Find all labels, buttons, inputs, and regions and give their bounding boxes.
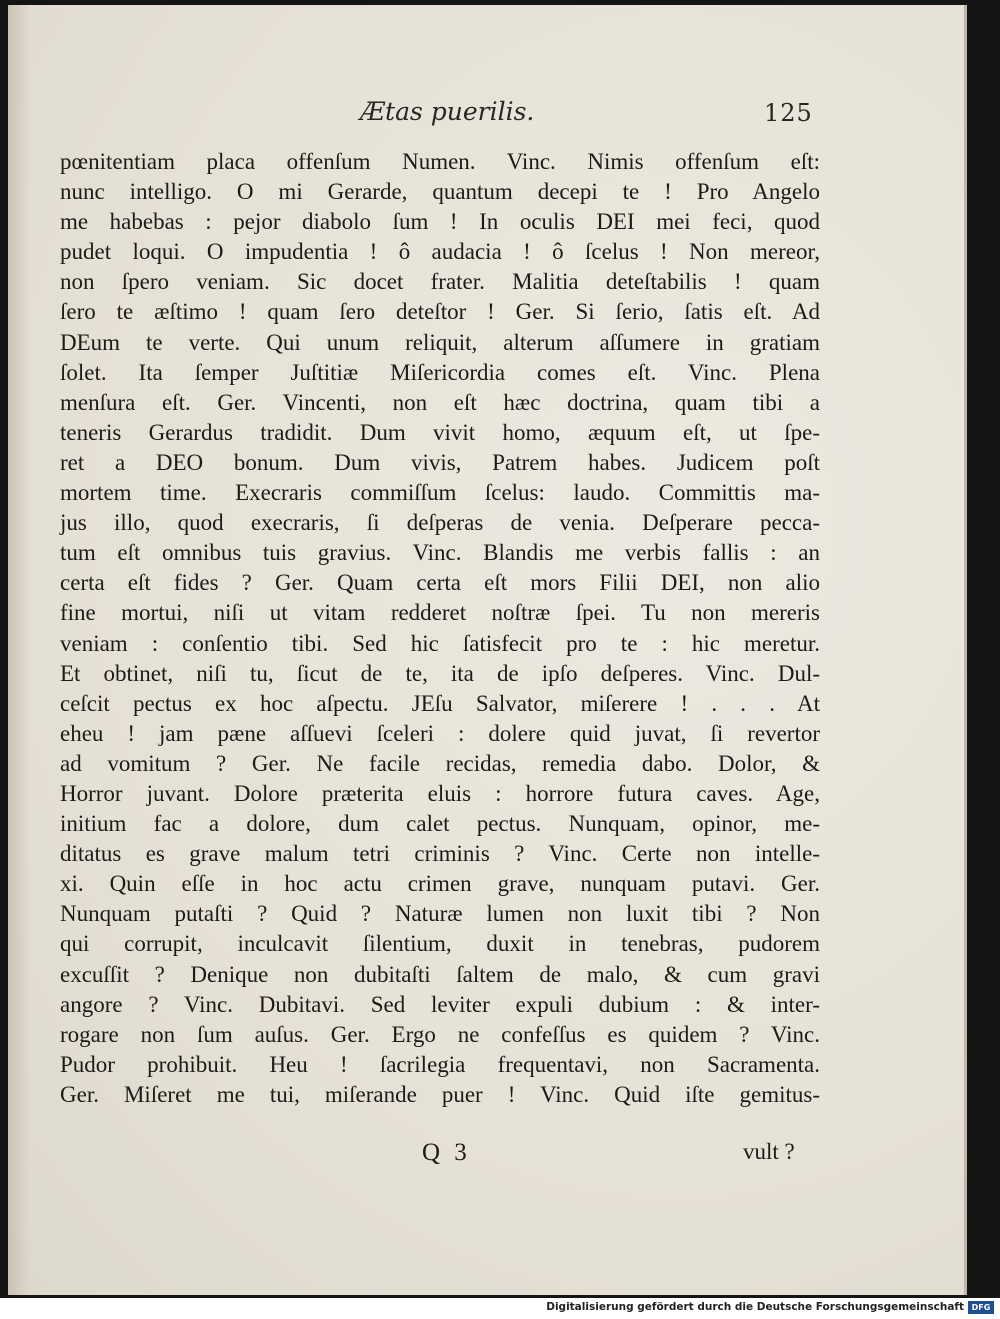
book-page: [8, 5, 967, 1295]
text-line: non ſpero veniam. Sic docet frater. Malitia deteſtabilis ! quam: [60, 269, 820, 295]
text-line: xi. Quin eſſe in hoc actu crimen grave, nunquam putavi. Ger.: [60, 871, 820, 897]
text-line: mortem time. Execraris commiſſum ſcelus: laudo. Committis ma-: [60, 480, 820, 506]
text-line: initium fac a dolore, dum calet pectus. Nunquam, opinor, me-: [60, 811, 820, 837]
text-line: pœnitentiam placa offenſum Numen. Vinc. Nimis offenſum eſt:: [60, 149, 820, 174]
signature-mark: Q 3: [422, 1139, 471, 1166]
funding-bar: [0, 1298, 1000, 1319]
text-line: fine mortui, niſi ut vitam redderet noſtræ ſpei. Tu non mereris: [60, 600, 820, 626]
text-line: ad vomitum ? Ger. Ne facile recidas, remedia dabo. Dolor, &: [60, 750, 820, 776]
text-line: ret a DEO bonum. Dum vivis, Patrem habes. Judicem poſt: [60, 449, 820, 475]
text-line: qui corrupit, inculcavit ſilentium, duxit in tenebras, pudorem: [60, 931, 820, 957]
text-line: pudet loqui. O impudentia ! ô audacia ! ô ſcelus ! Non mereor,: [60, 239, 820, 265]
dfg-logo: DFG: [968, 1301, 994, 1314]
text-line: rogare non ſum auſus. Ger. Ergo ne confeſſus es quidem ? Vinc.: [60, 1021, 820, 1047]
text-line: Ger. Miſeret me tui, miſerande puer ! Vinc. Quid iſte gemitus-: [60, 1081, 820, 1107]
text-line: angore ? Vinc. Dubitavi. Sed leviter expuli dubium : & inter-: [60, 991, 820, 1017]
running-title: Ætas puerilis.: [360, 97, 535, 126]
text-line: ſolet. Ita ſemper Juſtitiæ Miſericordia comes eſt. Vinc. Plena: [60, 359, 820, 385]
text-line: menſura eſt. Ger. Vincenti, non eſt hæc doctrina, quam tibi a: [60, 389, 820, 415]
text-line: ſero te æſtimo ! quam ſero deteſtor ! Ger. Si ſerio, ſatis eſt. Ad: [60, 299, 820, 325]
text-line: excuſſit ? Denique non dubitaſti ſaltem de malo, & cum gravi: [60, 961, 820, 987]
text-line: veniam : conſentio tibi. Sed hic ſatisfecit pro te : hic meretur.: [60, 630, 820, 656]
page-footer: [8, 1139, 964, 1179]
text-line: certa eſt fides ? Ger. Quam certa eſt mors Filii DEI, non alio: [60, 570, 820, 596]
gutter-shadow: [8, 5, 30, 1295]
text-line: Nunquam putaſti ? Quid ? Naturæ lumen non luxit tibi ? Non: [60, 901, 820, 927]
text-line: nunc intelligo. O mi Gerarde, quantum decepi te ! Pro Angelo: [60, 179, 820, 205]
text-line: Pudor prohibuit. Heu ! ſacrilegia frequentavi, non Sacramenta.: [60, 1051, 820, 1077]
running-head: [8, 97, 964, 137]
text-line: Et obtinet, niſi tu, ſicut de te, ita de ipſo deſperes. Vinc. Dul-: [60, 660, 820, 686]
body-text: [60, 147, 820, 1110]
text-line: ceſcit pectus ex hoc aſpectu. JEſu Salvator, miſerere ! . . . At: [60, 690, 820, 716]
text-line: ditatus es grave malum tetri criminis ? Vinc. Certe non intelle-: [60, 841, 820, 867]
page-number: 125: [764, 99, 813, 127]
funding-notice: Digitalisierung gefördert durch die Deutsche Forschungsgemeinschaft: [546, 1301, 964, 1313]
text-line: teneris Gerardus tradidit. Dum vivit homo, æquum eſt, ut ſpe-: [60, 419, 820, 445]
text-line: me habebas : pejor diabolo ſum ! In oculis DEI mei feci, quod: [60, 209, 820, 235]
catchword: vult ?: [743, 1139, 795, 1164]
text-line: eheu ! jam pæne aſſuevi ſceleri : dolere quid juvat, ſi revertor: [60, 720, 820, 746]
text-line: DEum te verte. Qui unum reliquit, alterum aſſumere in gratiam: [60, 329, 820, 355]
text-line: tum eſt omnibus tuis gravius. Vinc. Blandis me verbis fallis : an: [60, 540, 820, 566]
text-line: jus illo, quod execraris, ſi deſperas de venia. Deſperare pecca-: [60, 510, 820, 536]
text-line: Horror juvant. Dolore præterita eluis : horrore futura caves. Age,: [60, 780, 820, 806]
